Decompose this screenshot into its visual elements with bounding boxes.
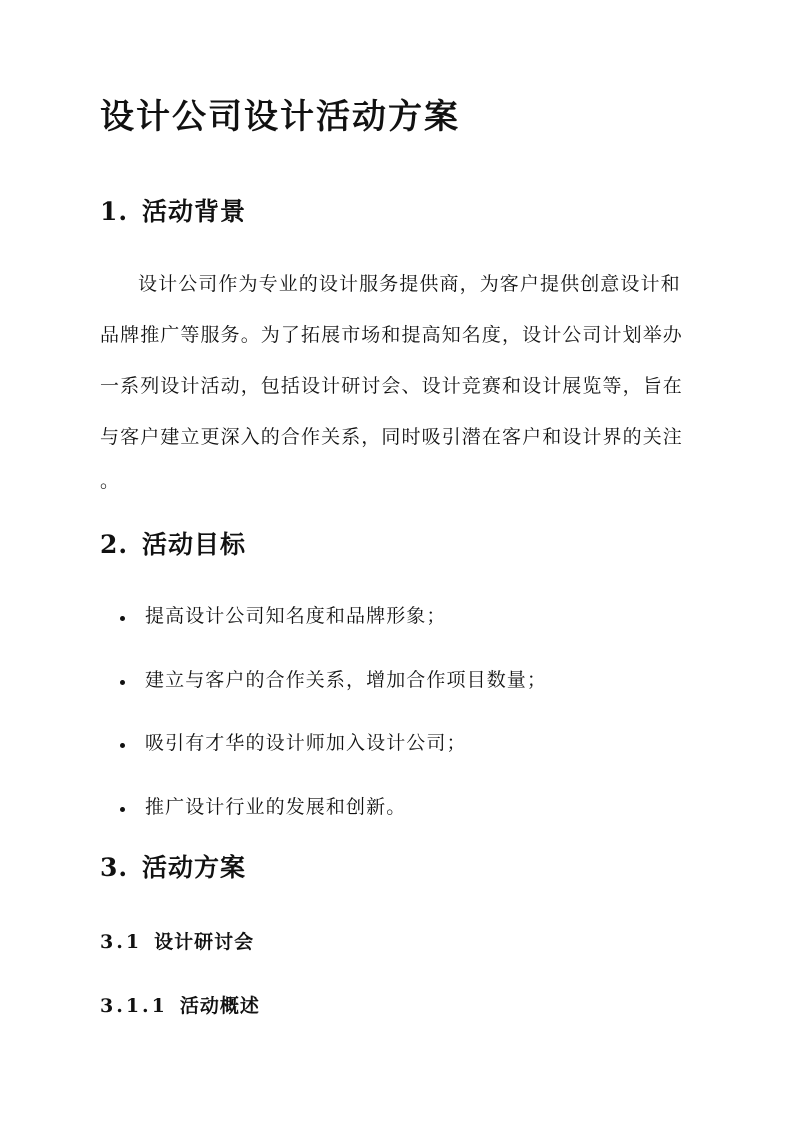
goals-list — [100, 598, 547, 852]
section-number: 1. — [100, 197, 129, 226]
list-item — [100, 725, 547, 789]
background-paragraph — [100, 265, 700, 493]
section-number: 2. — [100, 530, 129, 559]
section-heading-goals — [100, 527, 246, 563]
document-title: 设计公司设计活动方案 — [100, 97, 460, 137]
section-title: 活动背景 — [142, 197, 247, 226]
section-title: 活动方案 — [142, 853, 247, 882]
list-item — [100, 789, 547, 853]
bullet-icon — [120, 616, 125, 621]
list-item-text: 提高设计公司知名度和品牌形象； — [145, 605, 447, 627]
subsection-title: 活动概述 — [179, 995, 260, 1017]
paragraph-line: 。 — [100, 470, 121, 492]
section-heading-plan — [100, 850, 246, 886]
list-item-text: 建立与客户的合作关系，增加合作项目数量； — [145, 668, 548, 691]
bullet-icon — [120, 680, 125, 685]
subsection-heading-seminar — [100, 928, 254, 956]
paragraph-line: 品牌推广等服务。为了拓展市场和提高知名度，设计公司计划举办 — [100, 324, 683, 346]
subsection-title: 设计研讨会 — [154, 931, 255, 953]
section-number: 3. — [100, 853, 129, 882]
list-item — [100, 598, 547, 662]
list-item-text: 吸引有才华的设计师加入设计公司； — [145, 732, 467, 754]
paragraph-line: 一系列设计活动，包括设计研讨会、设计竞赛和设计展览等，旨在 — [100, 375, 683, 397]
subsection-heading-overview — [100, 992, 260, 1020]
bullet-icon — [120, 807, 125, 812]
paragraph-line: 设计公司作为专业的设计服务提供商，为客户提供创意设计和 — [138, 273, 681, 295]
subsection-number: 3.1.1 — [100, 995, 168, 1017]
section-title: 活动目标 — [142, 530, 247, 559]
list-item — [100, 662, 547, 726]
paragraph-line: 与客户建立更深入的合作关系，同时吸引潜在客户和设计界的关注 — [100, 426, 683, 448]
bullet-icon — [120, 743, 125, 748]
section-heading-background — [100, 194, 246, 230]
subsection-number: 3.1 — [100, 931, 143, 953]
list-item-text: 推广设计行业的发展和创新。 — [145, 795, 407, 818]
